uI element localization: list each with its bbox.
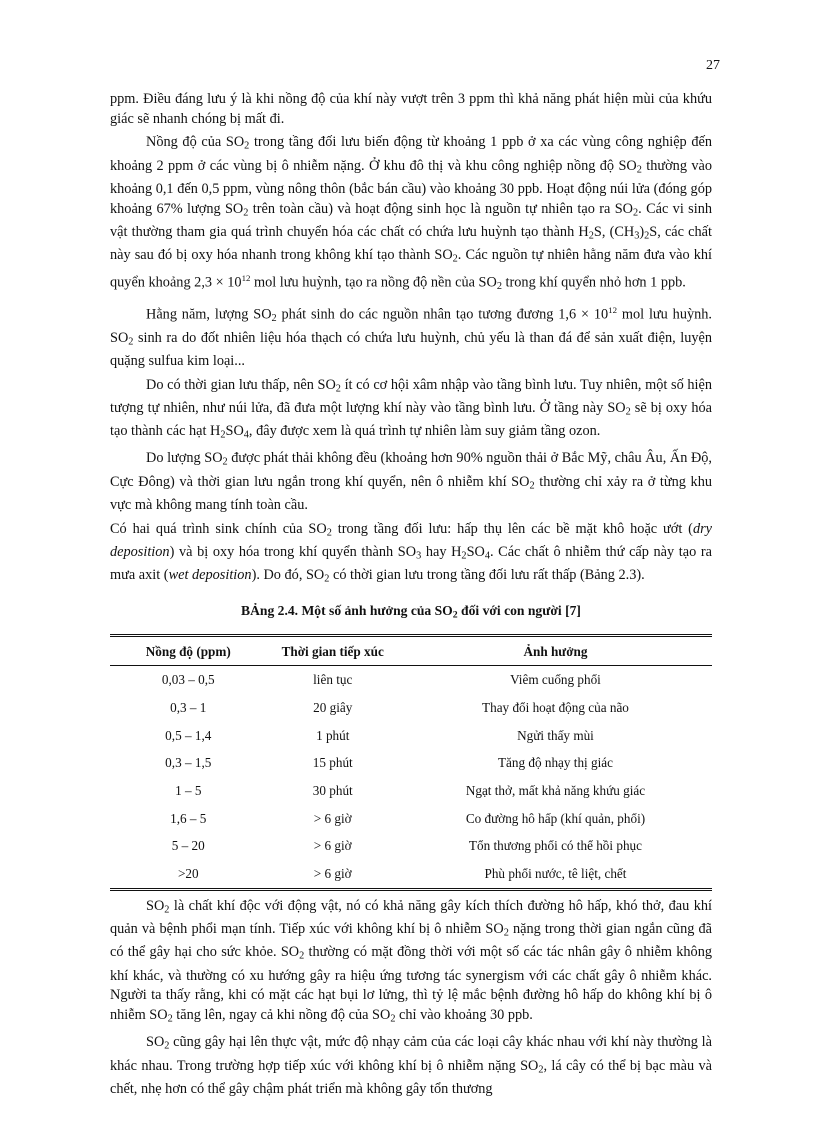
- cell-exposure-time: 30 phút: [312, 783, 353, 799]
- subscript: 2: [644, 230, 650, 242]
- subscript: 3: [634, 230, 640, 242]
- cell-effect: Phù phổi nước, tê liệt, chết: [484, 866, 627, 882]
- subscript: 2: [625, 406, 631, 418]
- table-body: [110, 666, 712, 890]
- table-row: [110, 832, 712, 860]
- subscript: 2: [220, 429, 226, 441]
- cell-concentration: 1,6 – 5: [170, 810, 207, 826]
- cell-effect: Thay đổi hoạt động của não: [482, 699, 629, 715]
- page-number: 27: [706, 58, 720, 73]
- cell-effect: Ngửi thấy mùi: [517, 727, 594, 743]
- header-concentration: Nồng độ (ppm): [145, 643, 231, 659]
- italic-term: dry deposition: [110, 520, 713, 560]
- subscript: 2: [538, 1064, 544, 1076]
- caption-suffix: đối với con người [7]: [457, 603, 581, 619]
- cell-concentration: 0,03 – 0,5: [161, 672, 215, 688]
- subscript: 2: [128, 336, 134, 348]
- caption-prefix: BẢng 2.4. Một số ảnh hưởng của SO: [241, 603, 453, 619]
- cell-exposure-time: > 6 giờ: [313, 838, 352, 854]
- cell-exposure-time: liên tục: [313, 672, 353, 688]
- subscript: 3: [416, 550, 422, 562]
- table-header-row: [110, 635, 712, 666]
- superscript: 12: [241, 273, 251, 284]
- subscript: 2: [164, 904, 170, 916]
- italic-term: wet deposition: [168, 567, 252, 584]
- header-exposure-time: Thời gian tiếp xúc: [281, 643, 384, 659]
- subscript: 2: [271, 312, 277, 324]
- header-effect: Ảnh hưởng: [523, 643, 588, 659]
- subscript: 2: [326, 527, 332, 539]
- subscript: 2: [632, 207, 639, 219]
- caption-subscript: 2: [452, 609, 458, 621]
- cell-effect: Tăng độ nhạy thị giác: [497, 755, 613, 771]
- subscript: 2: [636, 164, 642, 176]
- cell-concentration: >20: [177, 866, 199, 882]
- subscript: 2: [588, 230, 594, 242]
- table-row: [110, 805, 712, 833]
- body-text-before-table: [110, 90, 712, 589]
- subscript: 2: [243, 207, 249, 219]
- table-row: [110, 722, 712, 750]
- cell-effect: Co đường hô hấp (khí quản, phổi): [465, 810, 646, 826]
- subscript: 2: [164, 1040, 170, 1052]
- subscript: 2: [452, 253, 458, 265]
- subscript: 2: [222, 456, 228, 468]
- subscript: 2: [529, 480, 535, 492]
- paragraph-p7: $SO_2$ là chất khí độc với động vật, nó có khả năng gây kích thích đường hô hấp, khó thở, đau khí quản và bệnh phổi mạn tính. Tiếp xúc với không khí bị ô nhiễm $SO_2$ nặng trong thời gian ngắn cũng đã có thể gây hại cho sức khỏe. $SO_2$ thường có mặt đồng thời với một số các tác nhân gây ô nhiễm không khí khác, và thường có xu hướng gây ra hiệu ứng tương tác synergism với các chất gây ô nhiễm khác. Người ta thấy rằng, khi có mặt các hạt bụi lơ lửng, thì tỷ lệ mắc bệnh đường hô hấp do không khí bị ô nhiễm $SO_2$ tăng lên, ngay cả khi nồng độ của $SO_2$ chỉ vào khoảng 30 ppb.: [110, 897, 712, 1025]
- cell-concentration: 5 – 20: [171, 838, 205, 854]
- cell-effect: Tổn thương phổi có thể hồi phục: [468, 838, 643, 854]
- table-row: [110, 860, 712, 889]
- subscript: 4: [243, 429, 249, 441]
- subscript: 2: [390, 1013, 396, 1025]
- subscript: 2: [461, 550, 467, 562]
- cell-concentration: 0,3 – 1,5: [165, 755, 212, 771]
- subscript: 2: [503, 927, 509, 939]
- table-row: [110, 777, 712, 805]
- table-caption: [110, 601, 712, 625]
- cell-exposure-time: 20 giây: [313, 699, 353, 715]
- subscript: 4: [484, 550, 490, 562]
- table-row: [110, 694, 712, 722]
- paragraph-p2: Nồng độ của $SO_2$ trong tầng đối lưu biến động từ khoảng 1 ppb ở xa các vùng công nghiệp đến khoảng 2 ppm ở các vùng bị ô nhiễm nặng. Ở khu đô thị và khu công nghiệp nồng độ $SO_2$ thường vào khoảng 0,1 đến 0,5 ppm, vùng nông thôn (bắc bán cầu) vào khoảng 30 ppb. Hoạt động núi lửa (đóng góp khoảng 67% lượng $SO_2$ trên toàn cầu) và hoạt động sinh học là nguồn tự nhiên tạo ra $SO_2$. Các vi sinh vật thường tham gia quá trình chuyển hóa các chất có chứa lưu huỳnh tạo thành $H_2S$, $(CH_3)_2S$, các chất này sau đó bị oxy hóa nhanh trong không khí tạo thành $SO_2$. Các nguồn tự nhiên hằng năm đưa vào khí quyển khoảng $2,3 \times 10^{12}$ mol lưu huỳnh, tạo ra nồng độ nền của $SO_2$ trong khí quyển nhỏ hơn 1 ppb.: [110, 134, 712, 293]
- cell-concentration: 1 – 5: [175, 783, 202, 799]
- table-row: [110, 749, 712, 777]
- paragraph-p6: Có hai quá trình sink chính của $SO_2$ trong tầng đối lưu: hấp thụ lên các bề mặt khô hoặc ướt (dry deposition) và bị oxy hóa trong khí quyển thành $SO_3$ hay $H_2SO_4$. Các chất ô nhiễm thứ cấp này tạo ra mưa axit (wet deposition). Do đó, $SO_2$ có thời gian lưu trong tầng đối lưu rất thấp (Bảng 2.3).: [110, 520, 713, 585]
- paragraph-p1: ppm. Điều đáng lưu ý là khi nồng độ của khí này vượt trên 3 ppm thì khả năng phát hiện mùi của khứu giác sẽ nhanh chóng bị mất đi.: [110, 91, 712, 127]
- cell-exposure-time: 15 phút: [312, 755, 353, 771]
- subscript: 2: [167, 1013, 173, 1025]
- cell-concentration: 0,5 – 1,4: [165, 727, 212, 743]
- effects-table: [110, 634, 712, 891]
- subscript: 2: [496, 281, 502, 293]
- cell-effect: Ngạt thở, mất khả năng khứu giác: [465, 783, 646, 799]
- cell-effect: Viêm cuống phổi: [510, 672, 601, 688]
- page-content: [110, 90, 712, 1104]
- paragraph-p4: Do có thời gian lưu thấp, nên $SO_2$ ít có cơ hội xâm nhập vào tầng bình lưu. Tuy nhiên, một số hiện tượng tự nhiên, như núi lửa, đã đưa một lượng khí này vào tầng bình lưu. Ở tầng này $SO_2$ sẽ bị oxy hóa tạo thành các hạt $H_2SO_4$, đây được xem là quá trình tự nhiên làm suy giảm tầng ozon.: [110, 376, 712, 441]
- cell-exposure-time: 1 phút: [316, 727, 350, 743]
- paragraph-p5: Do lượng $SO_2$ được phát thải không đều (khoảng hơn 90% nguồn thải ở Bắc Mỹ, châu Âu, Ấn Độ, Cực Đông) và thời gian lưu ngắn trong khí quyển, nên ô nhiễm khí $SO_2$ thường chỉ xảy ra ở từng khu vực mà không mang tính toàn cầu.: [110, 450, 712, 513]
- paragraph-p8: $SO_2$ cũng gây hại lên thực vật, mức độ nhạy cảm của các loại cây khác nhau với khí này thường là khác nhau. Trong trường hợp tiếp xúc với không khí bị ô nhiễm nặng $SO_2$, lá cây có thể bị bạc màu và chết, nhẹ hơn có thể gây chậm phát triển mà không gây tổn thương: [110, 1034, 712, 1097]
- table-row: [110, 666, 712, 694]
- subscript: 2: [324, 573, 330, 585]
- subscript: 2: [299, 950, 305, 962]
- cell-exposure-time: > 6 giờ: [313, 810, 352, 826]
- subscript: 2: [244, 140, 250, 152]
- subscript: 2: [335, 383, 341, 395]
- paragraph-p3: Hằng năm, lượng $SO_2$ phát sinh do các nguồn nhân tạo tương đương $1,6 \times 10^{12}$ mol lưu huỳnh. $SO_2$ sinh ra do đốt nhiên liệu hóa thạch có chứa lưu huỳnh, chủ yếu là than đá để sản xuất điện, luyện quặng sulfua kim loại...: [110, 305, 712, 369]
- cell-exposure-time: > 6 giờ: [313, 866, 352, 882]
- body-text-after-table: [110, 897, 712, 1100]
- superscript: 12: [608, 305, 618, 316]
- cell-concentration: 0,3 – 1: [170, 699, 207, 715]
